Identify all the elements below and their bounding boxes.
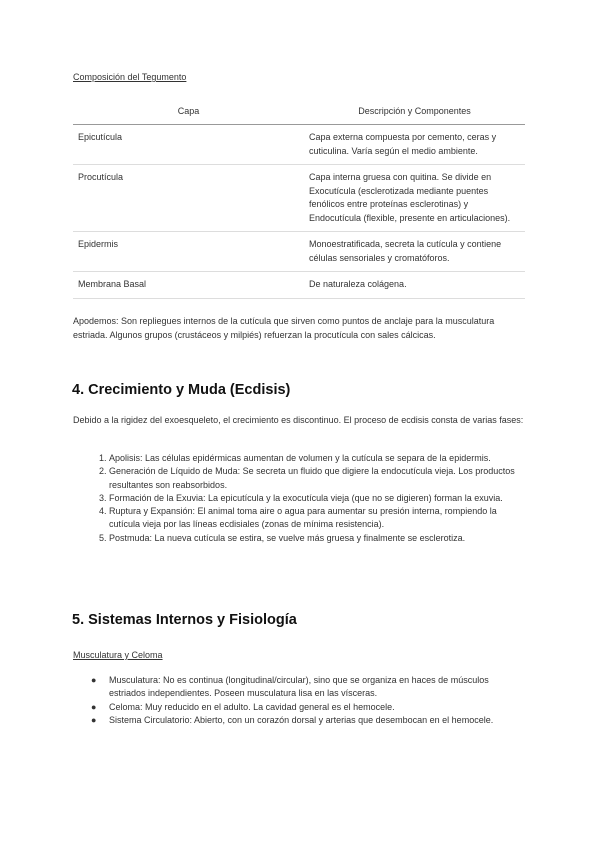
table-cell-capa: Procutícula — [73, 165, 304, 232]
table-cell-capa: Epidermis — [73, 232, 304, 272]
bullet-icon: ● — [91, 714, 97, 725]
bullet-icon: ● — [91, 675, 97, 685]
column-header: Capa — [73, 98, 304, 125]
list-item: 1. Apolisis: Las células epidérmicas aumentan de volumen y la cutícula se separa de la epidermis. — [109, 452, 525, 465]
table-header-row — [73, 98, 525, 125]
bullet-icon: ● — [91, 701, 97, 712]
list-item — [91, 714, 525, 727]
table-cell-capa: Epicutícula — [73, 125, 304, 165]
table-row — [73, 272, 525, 299]
table-row — [73, 232, 525, 272]
tegumento-table — [73, 98, 525, 299]
list-item: 5. Postmuda: La nueva cutícula se estira, se vuelve más gruesa y finalmente se esclerotiza. — [109, 532, 525, 545]
section-heading-crecimiento: 4. Crecimiento y Muda (Ecdisis) — [72, 382, 291, 398]
list-item — [91, 674, 525, 701]
list-item-text: Celoma: Muy reducido en el adulto. La cavidad general es el hemocele. — [109, 701, 395, 712]
list-item-text: Musculatura: No es continua (longitudinal/circular), sino que se organiza en haces de músculos estriados independientes. Poseen musculatura lisa en las vísceras. — [109, 675, 489, 699]
list-item: 3. Formación de la Exuvia: La epicutícula y la exocutícula vieja (que no se digieren) forman la exuvia. — [109, 492, 525, 505]
list-item — [91, 701, 525, 714]
table-cell-desc: Capa externa compuesta por cemento, ceras y cuticulina. Varía según el medio ambiente. — [304, 125, 525, 165]
list-item-text: Sistema Circulatorio: Abierto, con un corazón dorsal y arterias que desembocan en el hemocele. — [109, 714, 494, 725]
table-title: Composición del Tegumento — [73, 72, 187, 82]
musculatura-list — [73, 674, 525, 727]
section-heading-sistemas: 5. Sistemas Internos y Fisiología — [72, 612, 297, 628]
table-row — [73, 165, 525, 232]
table-cell-capa: Membrana Basal — [73, 272, 304, 299]
list-item: 2. Generación de Líquido de Muda: Se secreta un fluido que digiere la endocutícula vieja. Los productos resultantes son reabsorbidos. — [109, 465, 525, 492]
column-header: Descripción y Componentes — [304, 98, 525, 125]
table-row — [73, 125, 525, 165]
list-item: 4. Ruptura y Expansión: El animal toma aire o agua para aumentar su presión interna, rompiendo la cutícula vieja por las líneas ecdisiales (zonas de mínima resistencia). — [109, 505, 525, 532]
subsection-title: Musculatura y Celoma — [73, 650, 163, 660]
apodemos-paragraph: Apodemos: Son repliegues internos de la cutícula que sirven como puntos de anclaje para la musculatura estriada. Algunos grupos (crustáceos y milpiés) refuerzan la procutícula con sales cálcicas. — [73, 316, 495, 340]
crecimiento-intro: Debido a la rigidez del exoesqueleto, el crecimiento es discontinuo. El proceso de ecdisis consta de varias fases: — [73, 415, 524, 425]
fases-list — [73, 452, 525, 545]
table-cell-desc: Capa interna gruesa con quitina. Se divide en Exocutícula (esclerotizada mediante puentes fenólicos entre proteínas esclerotinas) y Endocutícula (flexible, presente en articulaciones). — [304, 165, 525, 232]
table-cell-desc: Monoestratificada, secreta la cutícula y contiene células sensoriales y cromatóforos. — [304, 232, 525, 272]
table-cell-desc: De naturaleza colágena. — [304, 272, 525, 299]
